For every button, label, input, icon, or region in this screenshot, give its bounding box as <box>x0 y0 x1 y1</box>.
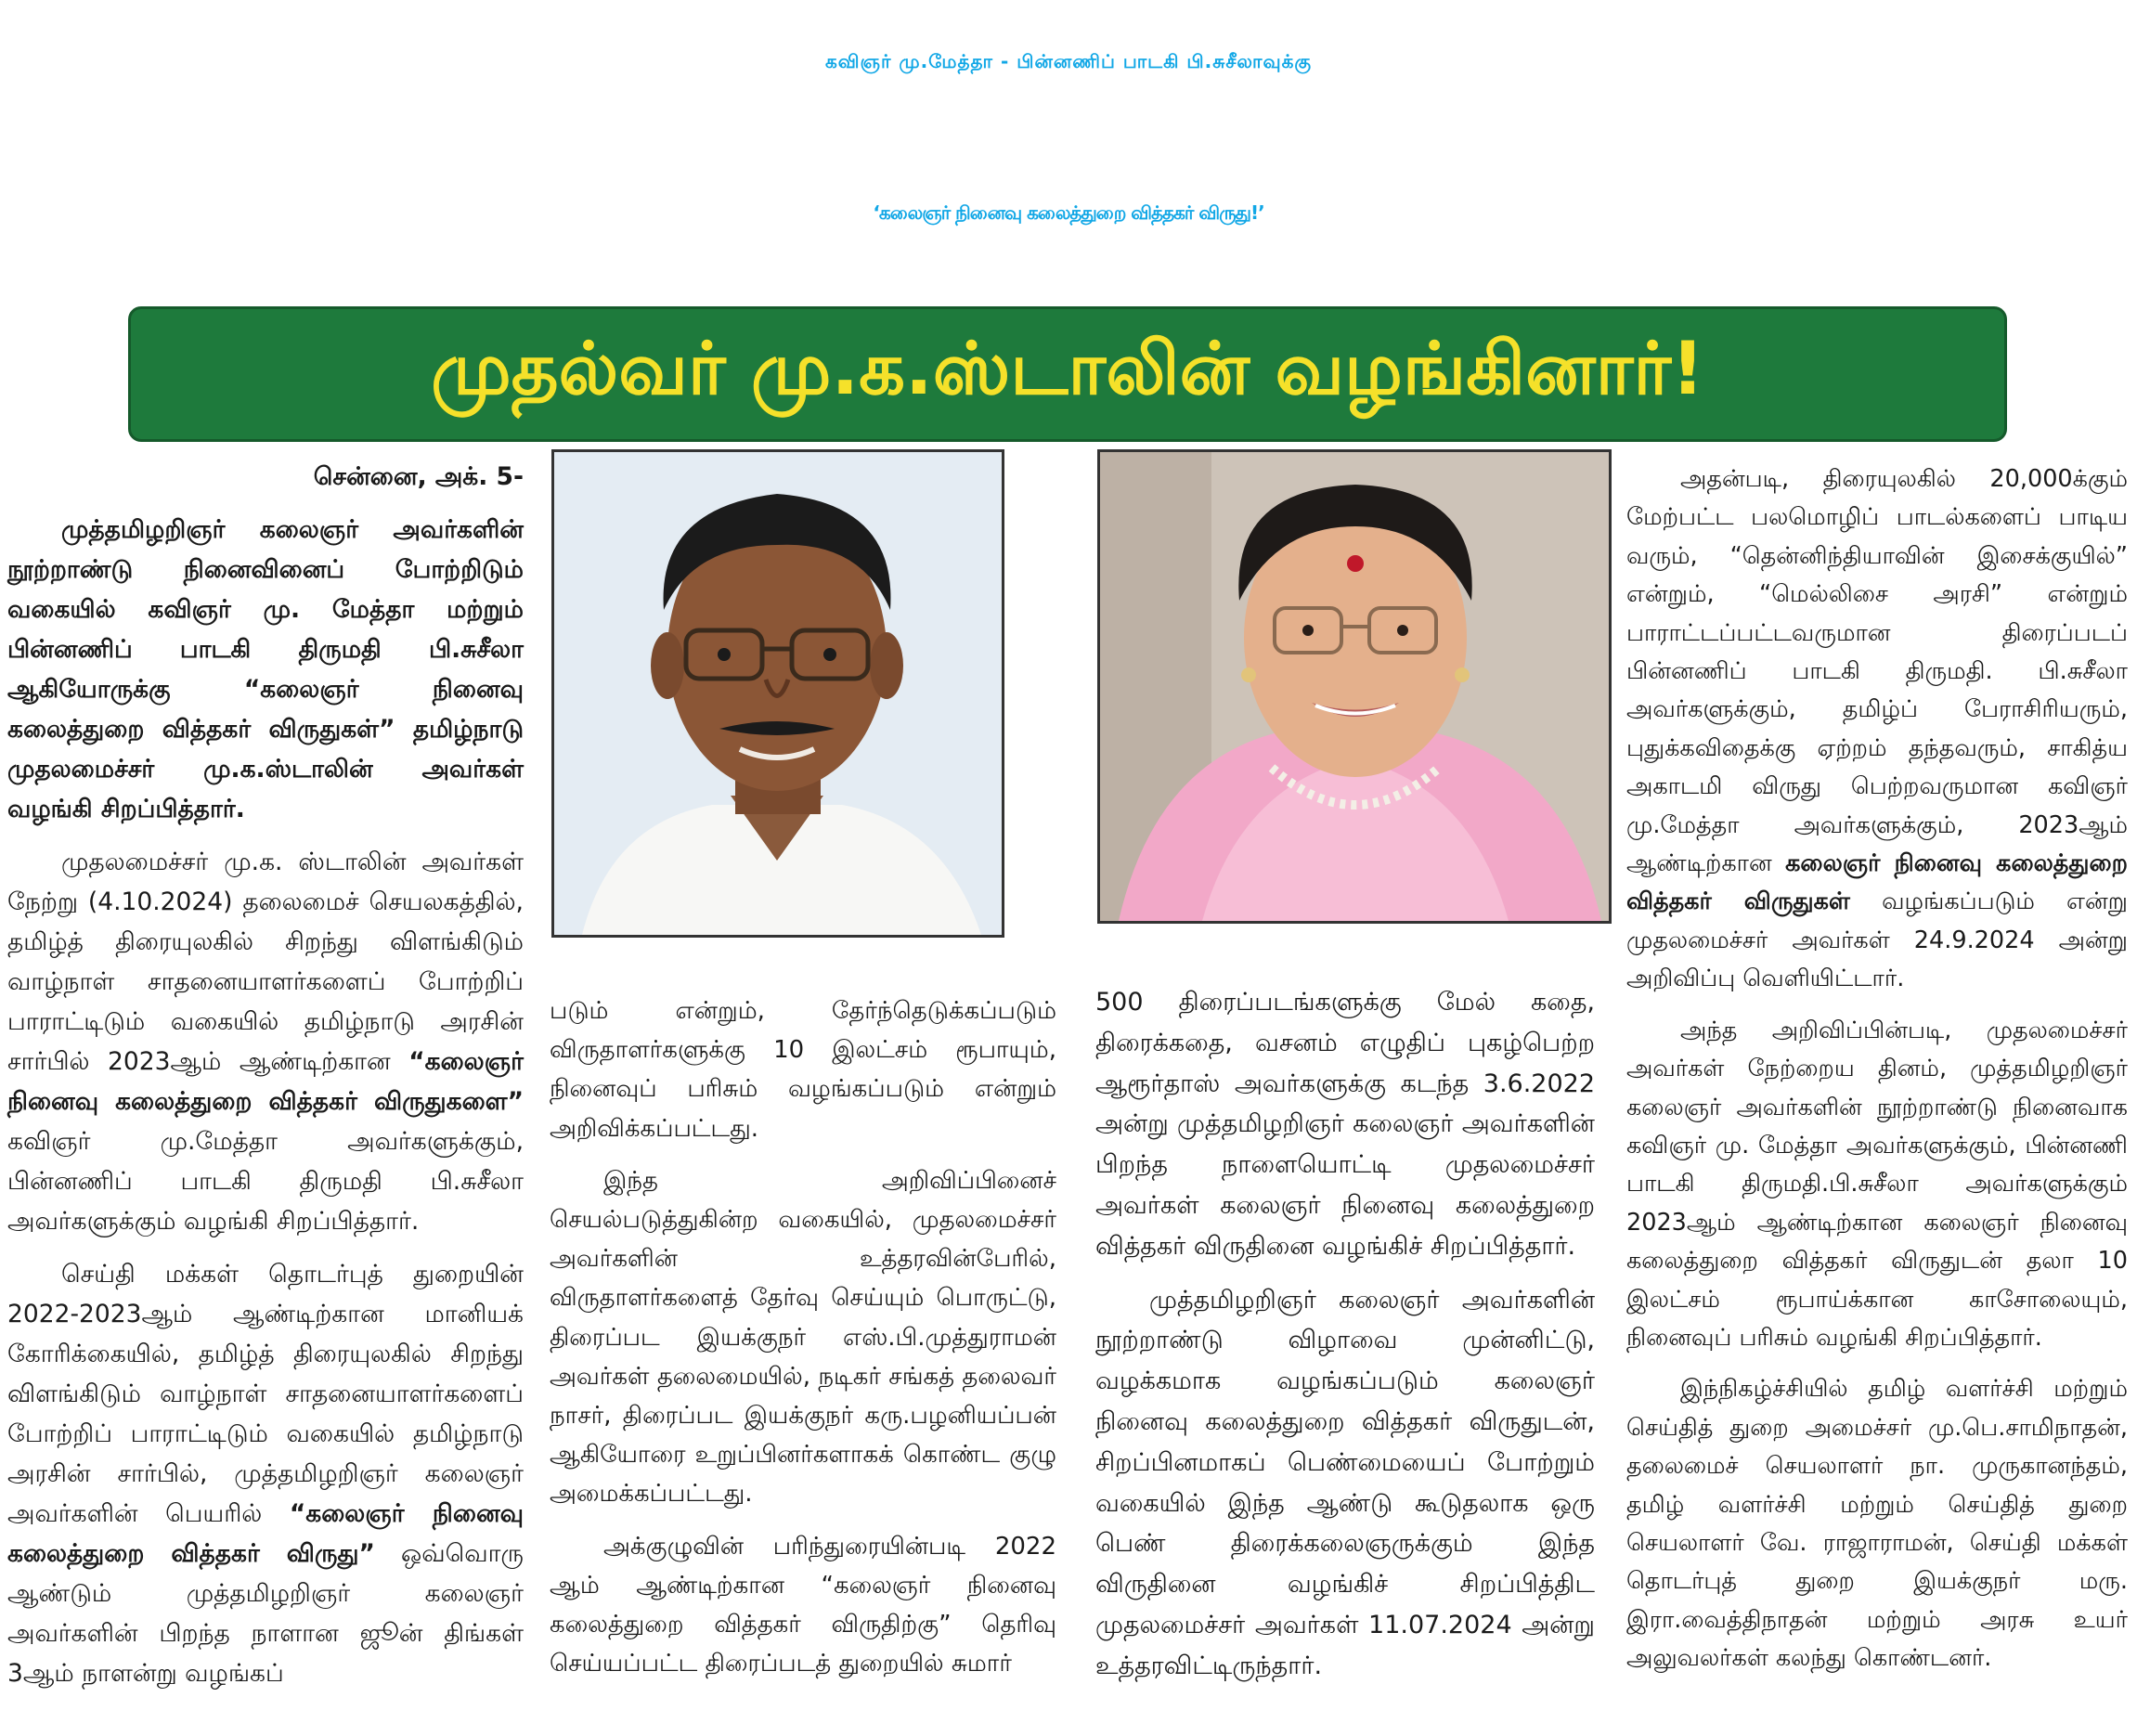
paragraph: செய்தி மக்கள் தொடர்புத் துறையின் 2022-2023ஆம் ஆண்டிற்கான மானியக் கோரிக்கையில், தமிழ்த் திரையுலகில் சிறந்து விளங்கிடும் வாழ்நாள் சாதனையாளர்களைப் போற்றிப் பாராட்டிடும் வகையில் தமிழ்நாடு அரசின் சார்பில், முத்தமிழறிஞர் கலைஞர் அவர்களின் பெயரில் “கலைஞர் நினைவு கலைத்துறை வித்தகர் விருது” ஒவ்வொரு ஆண்டும் முத்தமிழறிஞர் கலைஞர் அவர்களின் பிறந்த நாளான ஜூன் திங்கள் 3ஆம் நாளன்று வழங்கப் <box>7 1260 525 1688</box>
paragraph: 500 திரைப்படங்களுக்கு மேல் கதை, திரைக்கதை, வசனம் எழுதிப் புகழ்பெற்ற ஆரூர்தாஸ் அவர்களுக்கு கடந்த 3.6.2022 அன்று முத்தமிழறிஞர் கலைஞர் அவர்களின் பிறந்த நாளையொட்டி முதலமைச்சர் அவர்கள் கலைஞர் நினைவு கலைத்துறை வித்தகர் விருதினை வழங்கிச் சிறப்பித்தார். <box>1095 988 1595 1261</box>
lead-paragraph: முத்தமிழறிஞர் கலைஞர் அவர்களின் நூற்றாண்டு நினைவினைப் போற்றிடும் வகையில் கவிஞர் மு. மேத்தா மற்றும் பின்னணிப் பாடகி திருமதி பி.சுசீலா ஆகியோருக்கு “கலைஞர் நினைவு கலைத்துறை வித்தகர் விருதுகள்” தமிழ்நாடு முதலமைச்சர் மு.க.ஸ்டாலின் அவர்கள் வழங்கி சிறப்பித்தார். <box>7 515 524 823</box>
article-column-1 <box>7 457 524 1706</box>
dateline: சென்னை, அக். 5- <box>313 462 524 491</box>
paragraph: அக்குழுவின் பரிந்துரையின்படி 2022 ஆம் ஆண்டிற்கான “கலைஞர் நினைவு கலைத்துறை வித்தகர் விருதிற்கு” தெரிவு செய்யப்பட்ட திரைப்படத் துறையில் சுமார் <box>550 1532 1056 1678</box>
paragraph: முத்தமிழறிஞர் கலைஞர் அவர்களின் நூற்றாண்டு விழாவை முன்னிட்டு, வழக்கமாக வழங்கப்படும் கலைஞர் நினைவு கலைத்துறை வித்தகர் விருதுடன், சிறப்பினமாகப் பெண்மையைப் போற்றும் வகையில் இந்த ஆண்டு கூடுதலாக ஒரு பெண் திரைக்கலைஞருக்கும் இந்த விருதினை வழங்கிச் சிறப்பித்திட முதலமைச்சர் அவர்கள் 11.07.2024 அன்று உத்தரவிட்டிருந்தார். <box>1095 1285 1595 1680</box>
article-column-4 <box>1626 460 2128 1691</box>
subheadline-text: முதல்வர் மு.க.ஸ்டாலின் வழங்கினார்! <box>431 328 1704 411</box>
paragraph: இந்த அறிவிப்பினைச் செயல்படுத்துகின்ற வகையில், முதலமைச்சர் அவர்களின் உத்தரவின்பேரில், விருதாளர்களைத் தேர்வு செய்யும் பொருட்டு, திரைப்பட இயக்குநர் எஸ்.பி.முத்துராமன் அவர்கள் தலைமையில், நடிகர் சங்கத் தலைவர் நாசர், திரைப்பட இயக்குநர் கரு.பழனியப்பன் ஆகியோரை உறுப்பினர்களாகக் கொண்ட குழு அமைக்கப்பட்டது. <box>550 1166 1056 1509</box>
headline-line-1: கவிஞர் மு.மேத்தா - பின்னணிப் பாடகி பி.சுசீலாவுக்கு <box>824 50 1313 72</box>
paragraph: அந்த அறிவிப்பின்படி, முதலமைச்சர் அவர்கள் நேற்றைய தினம், முத்தமிழறிஞர் கலைஞர் அவர்களின் நூற்றாண்டு நினைவாக கவிஞர் மு. மேத்தா அவர்களுக்கும், பின்னணி பாடகி திருமதி.பி.சுசீலா அவர்களுக்கும் 2023ஆம் ஆண்டிற்கான கலைஞர் நினைவு கலைத்துறை வித்தகர் விருதுடன் தலா 10 இலட்சம் ரூபாய்க்கான காசோலையும், நினைவுப் பரிசும் வழங்கி சிறப்பித்தார். <box>1626 1016 2128 1352</box>
paragraph: அதன்படி, திரையுலகில் 20,000க்கும் மேற்பட்ட பலமொழிப் பாடல்களைப் பாடிய வரும், “தென்னிந்தியாவின் இசைக்குயில்” என்றும், “மெல்லிசை அரசி” என்றும் பாராட்டப்பட்டவருமான திரைப்படப் பின்னணிப் பாடகி திருமதி. பி.சுசீலா அவர்களுக்கும், தமிழ்ப் பேராசிரியரும், புதுக்கவிதைக்கு ஏற்றம் தந்தவரும், சாகித்ய அகாடமி விருது பெற்றவருமான கவிஞர் மு.மேத்தா அவர்களுக்கும், 2023ஆம் ஆண்டிற்கான கலைஞர் நினைவு கலைத்துறை வித்தகர் விருதுகள் வழங்கப்படும் என்று முதலமைச்சர் அவர்கள் 24.9.2024 அன்று அறிவிப்பு வெளியிட்டார். <box>1626 465 2128 993</box>
subheadline-banner <box>128 306 2007 442</box>
headline-line-2: ‘கலைஞர் நினைவு கலைத்துறை வித்தகர் விருது!’ <box>873 201 1264 224</box>
article-column-3 <box>1095 982 1595 1700</box>
photo-poet-mu-metha <box>551 449 1004 938</box>
paragraph: படும் என்றும், தேர்ந்தெடுக்கப்படும் விருதாளர்களுக்கு 10 இலட்சம் ரூபாயும், நினைவுப் பரிசும் வழங்கப்படும் என்றும் அறிவிக்கப்பட்டது. <box>550 997 1056 1143</box>
paragraph: முதலமைச்சர் மு.க. ஸ்டாலின் அவர்கள் நேற்று (4.10.2024) தலைமைச் செயலகத்தில், தமிழ்த் திரையுலகில் சிறந்து விளங்கிடும் வாழ்நாள் சாதனையாளர்களைப் போற்றிப் பாராட்டிடும் வகையில் தமிழ்நாடு அரசின் சார்பில் 2023ஆம் ஆண்டிற்கான “கலைஞர் நினைவு கலைத்துறை வித்தகர் விருதுகளை” கவிஞர் மு.மேத்தா அவர்களுக்கும், பின்னணிப் பாடகி திருமதி பி.சுசீலா அவர்களுக்கும் வழங்கி சிறப்பித்தார். <box>7 848 524 1236</box>
photo-singer-p-susheela <box>1097 449 1612 924</box>
paragraph: இந்நிகழ்ச்சியில் தமிழ் வளர்ச்சி மற்றும் செய்தித் துறை அமைச்சர் மு.பெ.சாமிநாதன், தலைமைச் செயலாளர் நா. முருகானந்தம், தமிழ் வளர்ச்சி மற்றும் செய்தித் துறை செயலாளர் வே. ராஜாராமன், செய்தி மக்கள் தொடர்புத் துறை இயக்குநர் மரு. இரா.வைத்திநாதன் மற்றும் அரசு உயர் அலுவலர்கள் கலந்து கொண்டனர். <box>1626 1375 2128 1673</box>
article-column-2 <box>550 991 1056 1696</box>
